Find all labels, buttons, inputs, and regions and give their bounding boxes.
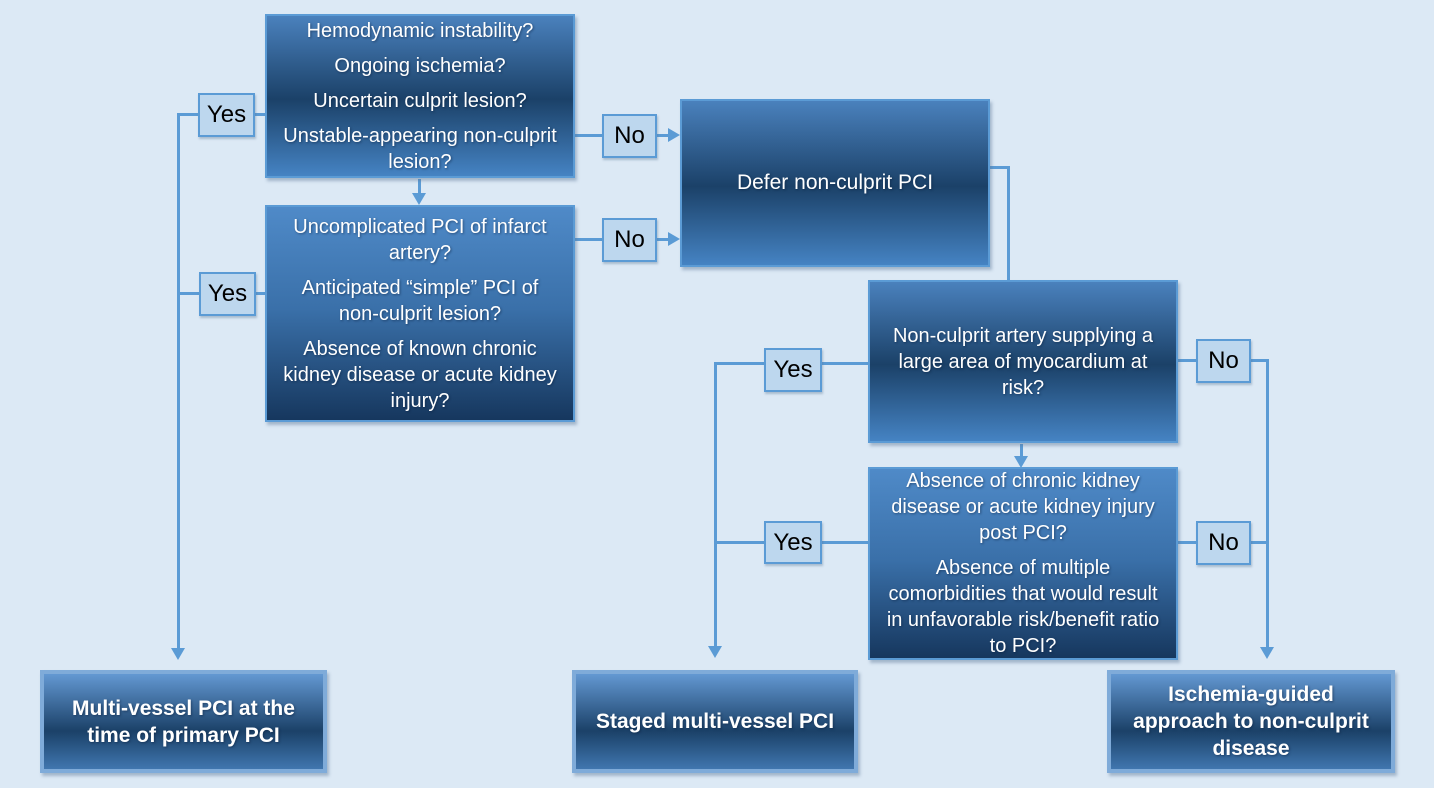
arrowhead-down-to-ischemia-guided <box>1260 647 1274 659</box>
decision-label-text: No <box>614 122 645 149</box>
connector-middle-vertical <box>714 362 717 648</box>
question-box-uncomplicated-pci <box>265 205 575 422</box>
decision-label-no-1 <box>602 114 657 158</box>
arrowhead-down-to-staged-pci <box>708 646 722 658</box>
outcome-label: Ischemia-guided approach to non-culprit disease <box>1133 683 1369 760</box>
question-line: Hemodynamic instability? <box>306 19 534 42</box>
question-box-absence-comorbidities <box>868 467 1178 660</box>
question-line: Uncomplicated PCI of infarct artery? <box>293 215 547 264</box>
question-line: Ongoing ischemia? <box>334 54 506 77</box>
outcome-ischemia-guided-box <box>1107 670 1395 773</box>
decision-label-no-3 <box>1196 339 1251 383</box>
decision-label-text: Yes <box>207 280 248 307</box>
question-line: Uncertain culprit lesion? <box>313 89 527 112</box>
decision-label-text: Yes <box>773 528 813 556</box>
question-line: Absence of multiple comorbidities that would result in unfavorable risk/benefit ratio to PCI? <box>886 557 1160 657</box>
connector-left-vertical <box>177 113 180 650</box>
decision-label-text: No <box>1208 347 1239 374</box>
decision-label-no-2 <box>602 218 657 262</box>
decision-label-text: No <box>1208 529 1239 556</box>
decision-label-yes-3 <box>764 348 822 392</box>
question-line: Anticipated “simple” PCI of non-culprit lesion? <box>301 276 539 325</box>
arrowhead-down-to-primary-pci <box>171 648 185 660</box>
decision-label-text: Yes <box>773 356 813 383</box>
outcome-multivessel-primary-box <box>40 670 327 773</box>
outcome-staged-multivessel-box <box>572 670 858 773</box>
connector-right-vertical <box>1266 359 1269 649</box>
arrowhead-right-to-defer-1 <box>668 128 680 142</box>
decision-label-text: Yes <box>206 101 247 128</box>
question-line: Non-culprit artery supplying a large area of myocardium at risk? <box>892 324 1154 399</box>
question-line: Absence of chronic kidney disease or acute kidney injury post PCI? <box>891 470 1155 544</box>
decision-label-text: No <box>614 226 645 253</box>
question-box-acute-criteria <box>265 14 575 178</box>
decision-label-yes-1 <box>198 93 255 137</box>
outcome-label: Staged multi-vessel PCI <box>595 710 835 733</box>
connector-defer-elbow-vertical <box>1007 166 1010 280</box>
outcome-label: Multi-vessel PCI at the time of primary PCI <box>72 696 295 747</box>
decision-label-no-4 <box>1196 521 1251 565</box>
question-line: Absence of known chronic kidney disease or acute kidney injury? <box>283 337 557 412</box>
decision-label-yes-4 <box>764 521 822 564</box>
decision-label-yes-2 <box>199 272 256 316</box>
question-box-nonculprit-artery <box>868 280 1178 443</box>
arrowhead-down-to-q2 <box>412 193 426 205</box>
box-label: Defer non-culprit PCI <box>736 171 934 194</box>
question-line: Unstable-appearing non-culprit lesion? <box>283 124 557 173</box>
defer-nonculprit-pci-box <box>680 99 990 267</box>
arrowhead-right-to-defer-2 <box>668 232 680 246</box>
